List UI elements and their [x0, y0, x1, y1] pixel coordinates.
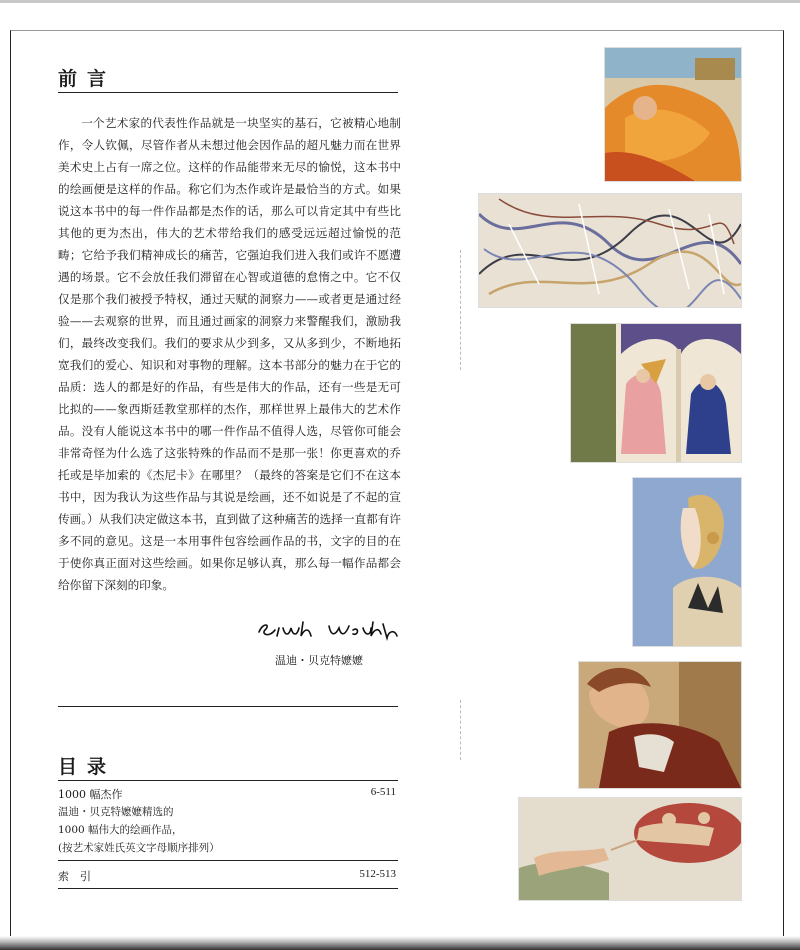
toc-entry-subline: 温迪・贝克特嬷嬷精选的	[58, 806, 174, 818]
scan-mark	[460, 250, 461, 370]
toc-divider	[58, 860, 398, 861]
scan-edge-bottom	[0, 936, 800, 950]
scan-edge-top	[0, 0, 800, 3]
signature-name: 温迪・贝克特嬷嬷	[275, 654, 363, 667]
toc-entry-pages: 6-511	[370, 786, 396, 798]
scan-mark	[460, 700, 461, 760]
artwork-annunciation	[570, 323, 742, 463]
toc-entry-label: 索 引	[58, 870, 91, 883]
toc-entry-subline: 1000 幅伟大的绘画作品，	[58, 824, 183, 836]
preface-title: 前言	[58, 68, 117, 90]
artwork-flaming-june	[604, 47, 742, 182]
toc-entry-subline: (按艺术家姓氏英文字母顺序排列）	[58, 842, 220, 854]
artwork-pollock-drip	[478, 193, 742, 308]
preface-rule	[58, 92, 398, 93]
section-divider	[58, 706, 398, 707]
contents-title: 目录	[58, 756, 117, 778]
toc-entry-label: 1000 幅杰作	[58, 788, 123, 801]
artwork-creation-of-adam	[518, 797, 742, 901]
artwork-renaissance-portrait	[632, 477, 742, 647]
toc-entry-pages: 512-513	[359, 868, 396, 880]
artwork-young-man-red-cloak	[578, 661, 742, 789]
preface-body: 一个艺术家的代表性作品就是一块坚实的基石，它被精心地制作，令人钦佩，尽管作者从未想过他会因作品的超凡魅力而在世界美术史上占有一席之位。这样的作品能带来无尽的愉悦，这本书中的绘画便是这样的作品。称它们为杰作或许是最恰当的方式。如果说这本书中的每一件作品都是杰作的话，那么可以肯定其中有些比其他的更为杰出，伟大的艺术带给我们的感受远远超过愉悦的范畴；它给予我们精神成长的痛苦，它强迫我们进入我们或许不愿遭遇的场景。它不会放任我们滞留在心智或道德的怠惰之中。它不仅仅是那个我们被授予特权，通过天赋的洞察力——或者更是通过经验——去观察的世界，而且通过画家的洞察力来警醒我们，激励我们，最终改变我们。我们的要求从少到多，又从多到少，不断地拓宽我们的爱心、知识和对事物的理解。这本书部分的魅力在于它的品质：选人的都是好的作品，有些是伟大的作品，还有一些是无可比拟的——象西斯廷教堂那样的杰作，那样世界上最伟大的艺术作品。没有人能说这本书中的哪一件作品不值得人选，尽管你可能会非常奇怪为什么选了这张特殊的作品而不是那一张！你更喜欢的乔托或是毕加索的《杰尼卡》在哪里？（最终的答案是它们不在这本书中，因为我认为这些作品与其说是绘画，还不如说是了不起的宣传画。）从我们决定做这本书，直到做了这种痛苦的选择一直都有许多不同的意见。这是一本用事件包容绘画作品的书，文字的目的在于使你真正面对这些绘画。如果你足够认真，那么每一幅作品都会给你留下深刻的印象。	[58, 116, 401, 592]
contents-end-rule	[58, 888, 398, 889]
contents-rule	[58, 780, 398, 781]
handwritten-signature	[255, 614, 400, 644]
